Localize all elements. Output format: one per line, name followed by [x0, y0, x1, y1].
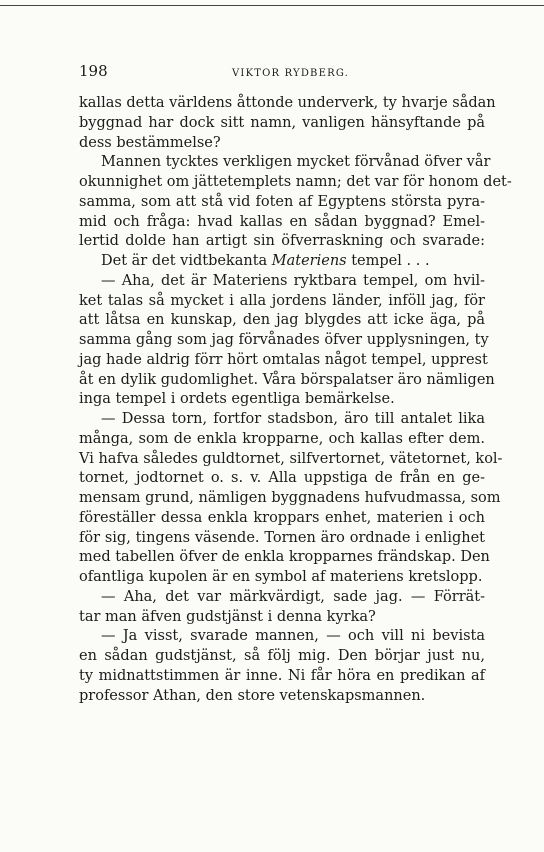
page-header [79, 62, 536, 84]
text-line: för sig, tingens väsende. Tornen äro ordnade i enlighet [79, 529, 485, 546]
body-text [79, 94, 512, 706]
text-line: kallas detta världens åttonde underverk, ty hvarje sådan [79, 95, 496, 111]
text-line: — Aha, det är Materiens ryktbara tempel, om hvil- [101, 272, 485, 289]
text-line: dess bestämmelse? [79, 134, 221, 151]
text-line: tornet, jodtornet o. s. v. Alla uppstiga de från en ge- [79, 470, 485, 487]
text-line: ty midnattstimmen är inne. Ni får höra en predikan af [79, 667, 485, 684]
text-line: med tabellen öfver de enkla kropparnes frändskap. Den [79, 549, 490, 566]
text-line: byggnad har dock sitt namn, vanligen hänsyftande på [79, 114, 485, 131]
text-line: ofantliga kupolen är en symbol af materiens kretslopp. [79, 569, 483, 585]
text-line: ket talas så mycket i alla jordens länder, inföll jag, för [79, 292, 485, 309]
text-line: Mannen tycktes verkligen mycket förvånad öfver vår [101, 154, 491, 171]
text-line: samma, som att stå vid foten af Egyptens största pyra- [79, 193, 485, 210]
text-line: mid och fråga: hvad kallas en sådan byggnad? Emel- [79, 213, 485, 230]
running-head: VIKTOR RYDBERG. [232, 68, 350, 79]
text-line: jag hade aldrig förr hört omtalas något tempel, upprest [79, 351, 488, 368]
top-rule [0, 5, 544, 6]
text-line: föreställer dessa enkla kroppars enhet, materien i och [79, 509, 485, 526]
italic-term: Materiens [271, 253, 347, 269]
text-line: mensam grund, nämligen byggnadens hufvudmassa, som [79, 490, 501, 506]
text-line [79, 252, 485, 272]
page-number: 198 [79, 62, 108, 80]
text-line: åt en dylik gudomlighet. Våra börspalatser äro nämligen [79, 371, 495, 388]
text-line: att låtsa en kunskap, den jag blygdes att icke äga, på [79, 312, 485, 329]
text-run: tempel . . . [346, 253, 430, 269]
text-line: tar man äfven gudstjänst i denna kyrka? [79, 608, 376, 625]
text-line: lertid dolde han artigt sin öfverraskning och svarade: [79, 233, 485, 250]
text-line: samma gång som jag förvånades öfver upplysningen, ty [79, 332, 489, 348]
text-line: inga tempel i ordets egentliga bemärkelse. [79, 391, 395, 408]
text-line: okunnighet om jättetemplets namn; det var för honom det- [79, 174, 512, 190]
text-line: professor Athan, den store vetenskapsmannen. [79, 687, 426, 704]
text-line: — Ja visst, svarade mannen, — och vill ni bevista [101, 628, 485, 645]
text-line: en sådan gudstjänst, så följ mig. Den börjar just nu, [79, 648, 485, 664]
text-line: många, som de enkla kropparne, och kallas efter dem. [79, 430, 485, 447]
text-run: Det är det vidtbekanta [101, 253, 272, 269]
text-line: — Dessa torn, fortfor stadsbon, äro till antalet lika [101, 411, 485, 427]
text-line: Vi hafva således guldtornet, silfvertornet, vätetornet, kol- [79, 450, 503, 467]
text-line: — Aha, det var märkvärdigt, sade jag. — Förrät- [101, 588, 485, 605]
